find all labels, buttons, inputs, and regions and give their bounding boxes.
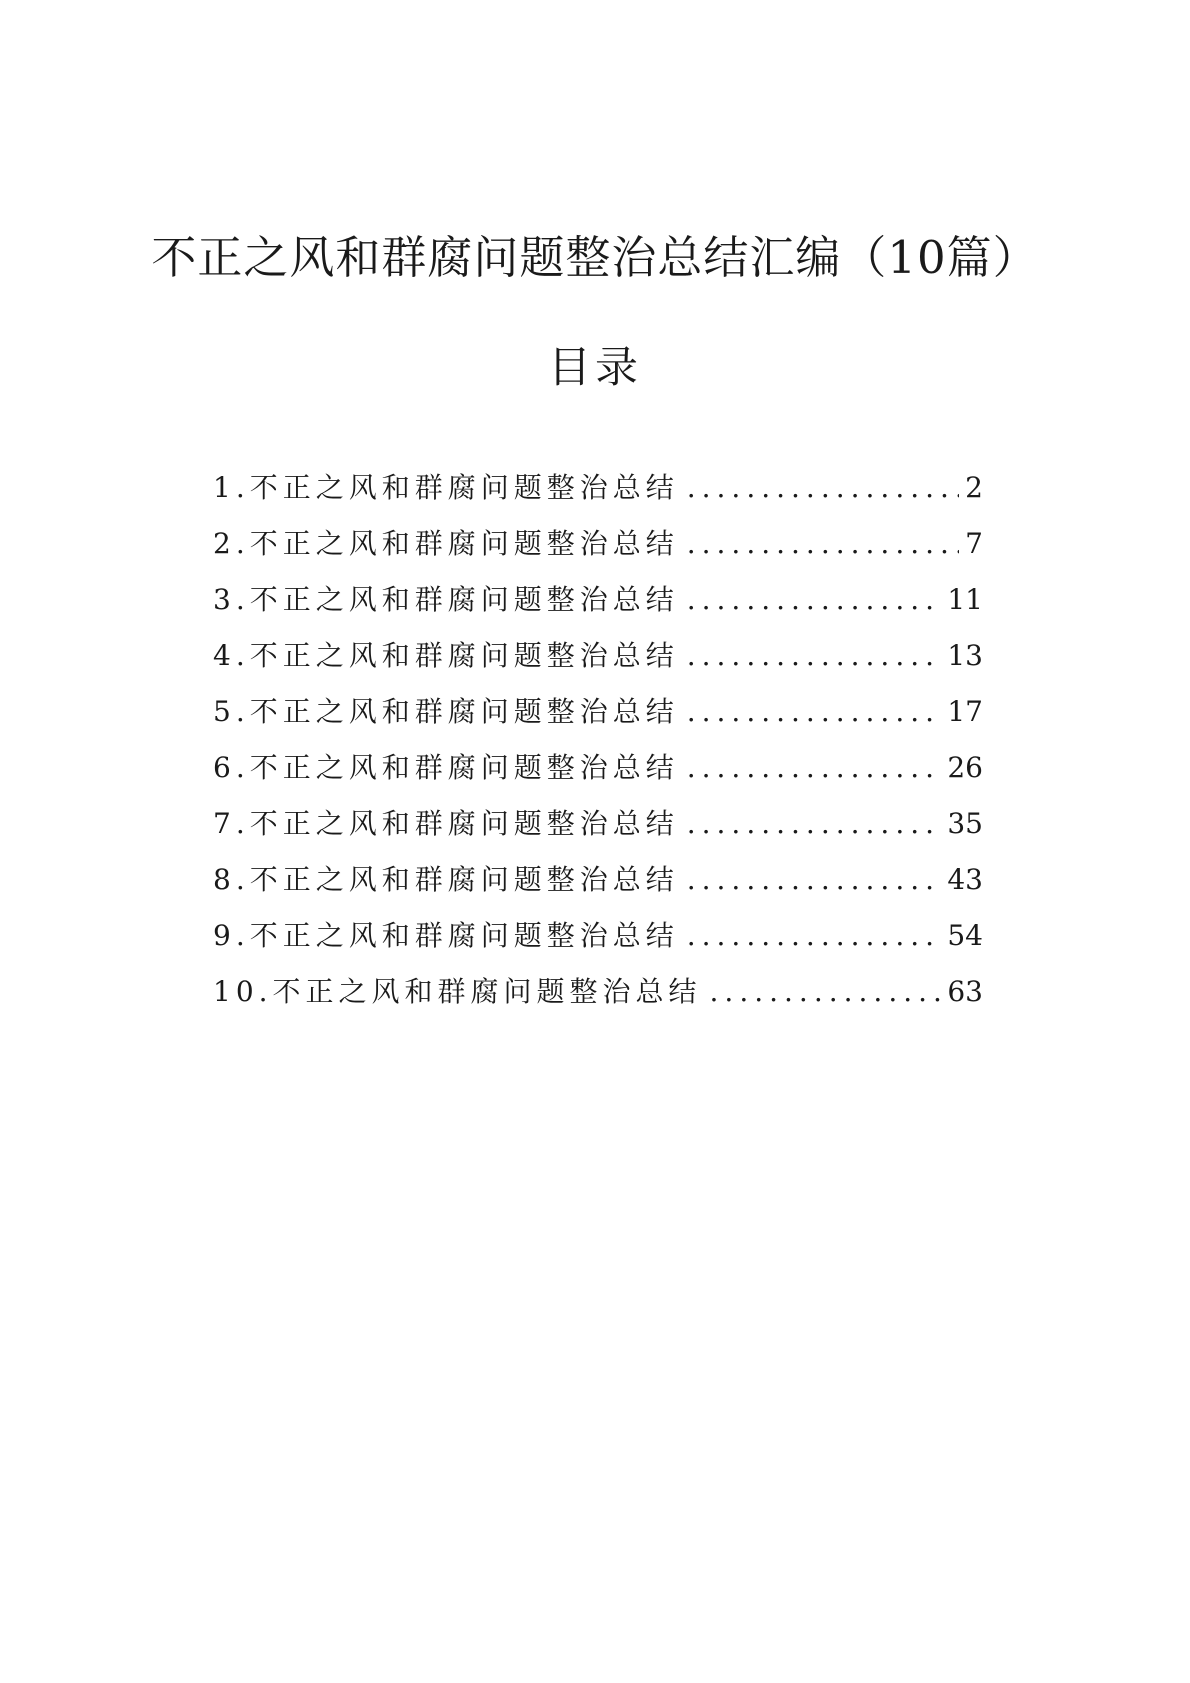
toc-entry-2[interactable]	[213, 516, 983, 572]
toc-entry-page: 43	[947, 863, 983, 896]
toc-entry-page: 7	[965, 527, 983, 560]
toc-dot-leader	[702, 964, 942, 1020]
toc-entry-title: 3.不正之风和群腐问题整治总结	[213, 583, 679, 616]
toc-dot-leader	[679, 628, 942, 684]
toc-entry-title: 10.不正之风和群腐问题整治总结	[213, 975, 702, 1008]
toc-entry-page: 26	[947, 751, 983, 784]
toc-entry-3[interactable]	[213, 572, 983, 628]
toc-entry-1[interactable]	[213, 460, 983, 516]
toc-entry-title: 4.不正之风和群腐问题整治总结	[213, 639, 679, 672]
toc-dot-leader	[679, 684, 942, 740]
toc-dot-leader	[679, 572, 942, 628]
toc-entry-title: 1.不正之风和群腐问题整治总结	[213, 471, 679, 504]
toc-entry-5[interactable]	[213, 684, 983, 740]
toc-entry-page: 11	[947, 583, 983, 616]
toc-entry-9[interactable]	[213, 908, 983, 964]
toc-entry-title: 5.不正之风和群腐问题整治总结	[213, 695, 679, 728]
toc-entry-page: 2	[965, 471, 983, 504]
toc-entry-page: 17	[947, 695, 983, 728]
toc-dot-leader	[679, 740, 942, 796]
toc-entry-4[interactable]	[213, 628, 983, 684]
toc-entry-title: 6.不正之风和群腐问题整治总结	[213, 751, 679, 784]
toc-entry-title: 9.不正之风和群腐问题整治总结	[213, 919, 679, 952]
document-title: 不正之风和群腐问题整治总结汇编（10篇）	[151, 231, 1039, 284]
toc-entry-page: 63	[947, 975, 983, 1008]
toc-entry-8[interactable]	[213, 852, 983, 908]
toc-dot-leader	[679, 908, 942, 964]
toc-entry-7[interactable]	[213, 796, 983, 852]
toc-entry-page: 35	[947, 807, 983, 840]
table-of-contents	[213, 460, 983, 1020]
toc-entry-10[interactable]	[213, 964, 983, 1020]
toc-dot-leader	[679, 852, 942, 908]
toc-entry-title: 8.不正之风和群腐问题整治总结	[213, 863, 679, 896]
toc-heading: 目录	[548, 343, 642, 393]
toc-dot-leader	[679, 460, 959, 516]
toc-entry-title: 7.不正之风和群腐问题整治总结	[213, 807, 679, 840]
toc-entry-6[interactable]	[213, 740, 983, 796]
toc-entry-page: 13	[947, 639, 983, 672]
toc-dot-leader	[679, 796, 942, 852]
toc-entry-title: 2.不正之风和群腐问题整治总结	[213, 527, 679, 560]
toc-dot-leader	[679, 516, 959, 572]
toc-entry-page: 54	[947, 919, 983, 952]
